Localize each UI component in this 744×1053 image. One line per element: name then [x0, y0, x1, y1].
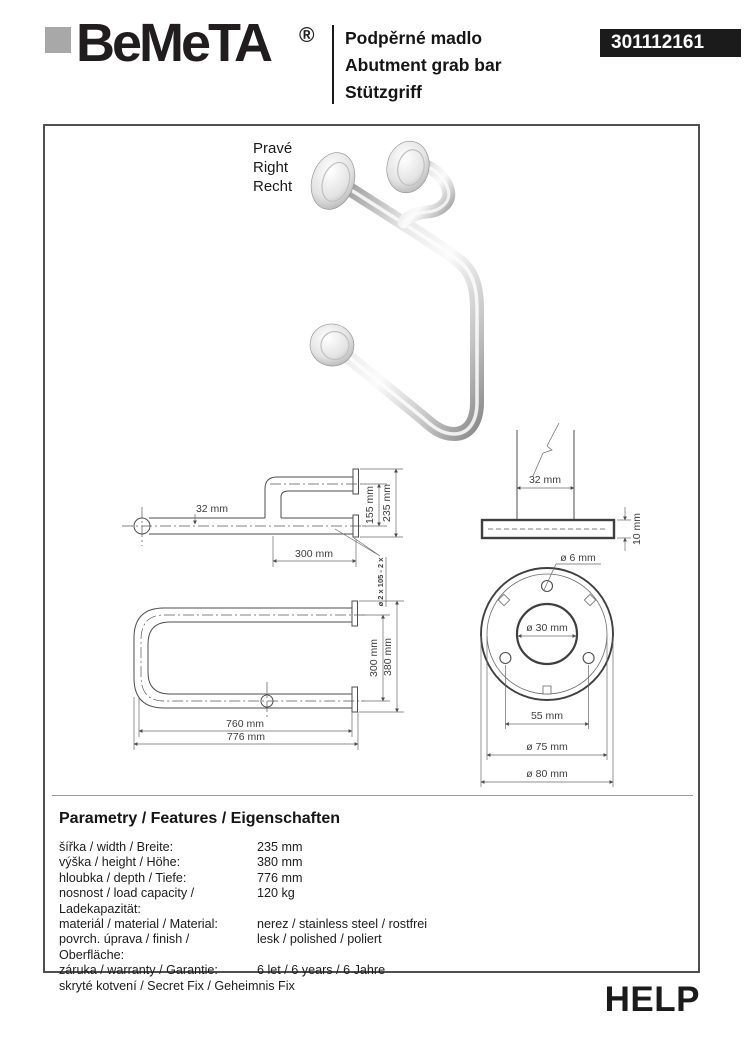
dim-mount-callout: ø 2 x 105 - 2 x — [376, 557, 385, 607]
drawing-flange-front — [457, 545, 687, 795]
flange-top-right — [382, 137, 434, 197]
param-label: šířka / width / Breite: — [59, 840, 174, 854]
dim-overall-height: 235 mm — [381, 484, 393, 522]
screw-hole-top — [542, 581, 553, 592]
param-value: 6 let / 6 years / 6 Jahre — [257, 963, 386, 978]
param-value: nerez / stainless steel / rostfrei — [257, 917, 428, 932]
dim-inner-depth: 760 mm — [226, 718, 264, 730]
dim-hole-diameter: ø 6 mm — [560, 552, 596, 564]
param-label: hloubka / depth / Tiefe: — [59, 870, 187, 885]
header-divider — [332, 25, 334, 104]
product-photo — [262, 134, 522, 464]
dim-inner-diameter: ø 75 mm — [526, 741, 568, 753]
dim-overall-width: 380 mm — [382, 638, 394, 676]
table-row — [59, 917, 689, 932]
product-code-badge: 301112161 — [600, 29, 741, 57]
registered-trademark-icon: ® — [299, 24, 315, 47]
param-value: 776 mm — [257, 870, 303, 885]
dim-bolt-circle: 55 mm — [530, 710, 564, 722]
grab-bar-tubes — [334, 164, 477, 434]
brand-logo-text: BeMeTA — [76, 13, 271, 73]
param-value: 120 kg — [257, 886, 295, 901]
dim-plate-thickness: 10 mm — [631, 512, 643, 546]
notch-bottom — [543, 686, 551, 694]
variant-label-en: Right — [253, 159, 289, 176]
param-label: materiál / material / Material: — [59, 917, 218, 932]
brand-logo-square — [45, 27, 71, 53]
drawing-side-view — [102, 455, 412, 610]
variant-label-de: Recht — [253, 178, 293, 195]
dim-overall-depth: 776 mm — [227, 731, 265, 743]
table-row — [59, 963, 689, 978]
table-row — [59, 855, 689, 870]
top-view-dimensions — [134, 601, 404, 750]
wall-flanges — [304, 137, 434, 369]
drawing-flange-side — [457, 420, 657, 555]
param-label: povrch. úprava / finish / Oberfläche: — [59, 932, 190, 962]
flange-front-geometry — [481, 568, 613, 700]
flange-side-dimensions — [517, 474, 643, 551]
content-frame — [43, 124, 700, 993]
product-title-en: Abutment grab bar — [345, 55, 502, 75]
dim-tube-hole-diameter: ø 30 mm — [526, 622, 568, 634]
drawing-top-view — [102, 595, 412, 760]
dim-inner-height: 155 mm — [364, 486, 376, 524]
table-row — [59, 979, 689, 994]
screw-hole-right — [583, 653, 594, 664]
table-row — [59, 932, 689, 963]
param-label: výška / height / Höhe: — [59, 855, 181, 870]
param-value: 380 mm — [257, 855, 303, 870]
variant-label-cs: Pravé — [253, 140, 293, 157]
dim-tube-diameter: 32 mm — [195, 503, 229, 515]
break-line — [533, 423, 559, 476]
parameters-heading: Parametry / Features / Eigenschaften — [59, 810, 340, 827]
product-title-block — [345, 25, 502, 106]
flange-top-left — [304, 147, 362, 215]
help-series-logo: HELP — [604, 980, 700, 1019]
param-value: lesk / polished / poliert — [257, 932, 382, 947]
product-title-cs: Podpěrné madlo — [345, 28, 483, 48]
table-row — [59, 871, 689, 886]
dim-inner-width: 300 mm — [368, 639, 380, 677]
param-value: 235 mm — [257, 840, 303, 854]
table-row — [59, 840, 689, 855]
dim-outer-diameter: ø 80 mm — [526, 768, 568, 780]
parameters-divider — [52, 795, 693, 796]
top-view-geometry — [134, 601, 365, 720]
product-title-de: Stützgriff — [345, 82, 422, 102]
side-view-geometry — [122, 469, 366, 546]
side-view-dimensions — [195, 469, 403, 607]
param-label: skryté kotvení / Secret Fix / Geheimnis Fix — [59, 978, 295, 993]
dim-tube-diameter: 32 mm — [528, 474, 562, 486]
param-label: záruka / warranty / Garantie: — [59, 963, 218, 978]
screw-hole-left — [500, 653, 511, 664]
param-label: nosnost / load capacity / Ladekapazität: — [59, 886, 195, 916]
dim-wall-offset: 300 mm — [295, 548, 333, 560]
parameters-table — [59, 840, 689, 994]
table-row — [59, 886, 689, 917]
